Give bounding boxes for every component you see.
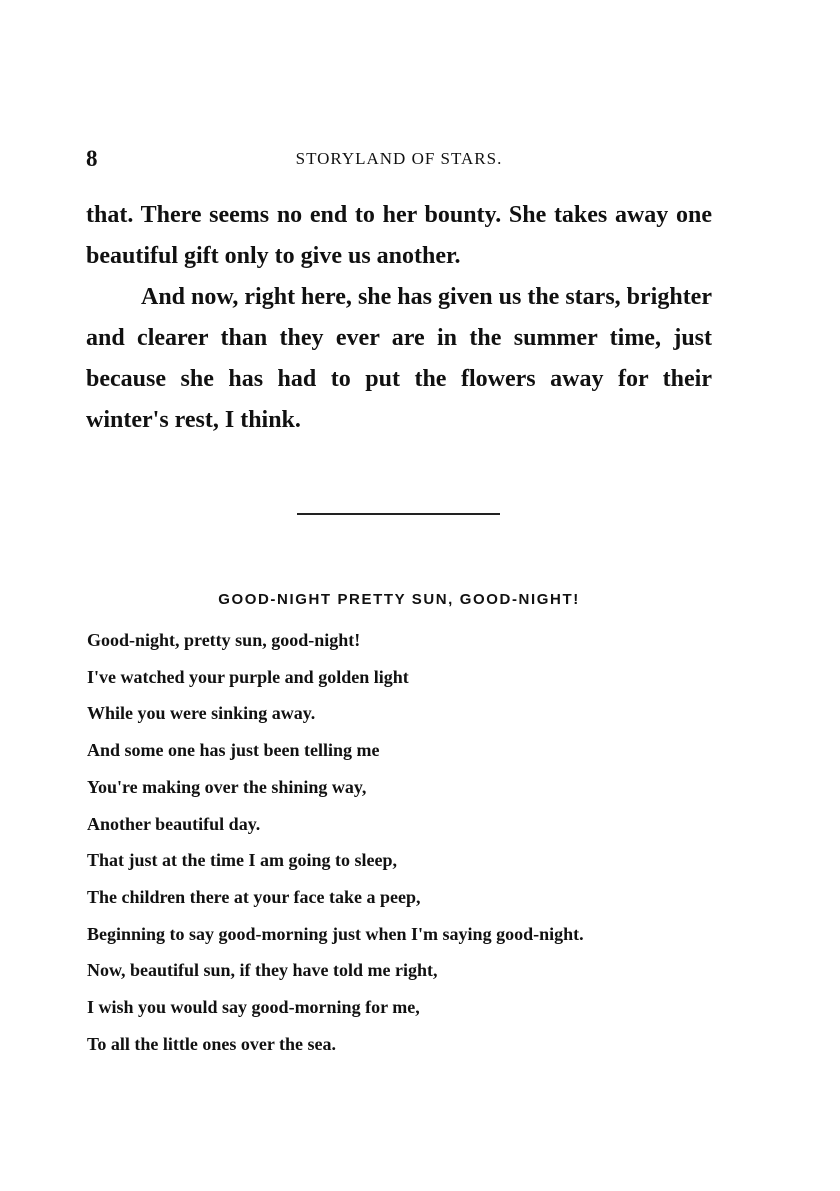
prose-section xyxy=(86,195,712,441)
poem-line: Beginning to say good-morning just when I'm saying good-night. xyxy=(87,923,584,944)
page-number: 8 xyxy=(86,146,98,171)
poem-line: Now, beautiful sun, if they have told me right, xyxy=(87,960,438,981)
poem-title: GOOD-NIGHT PRETTY SUN, GOOD-NIGHT! xyxy=(218,591,580,608)
poem-line: Good-night, pretty sun, good-night! xyxy=(87,630,361,650)
prose-paragraph: that. There seems no end to her bounty. She takes away one beautiful gift only to give us another. xyxy=(86,202,712,269)
poem-line: That just at the time I am going to sleep, xyxy=(87,850,397,871)
prose-paragraph: And now, right here, she has given us the stars, brighter and clearer than they ever are in the summer time, just because she has had to put the flowers away for their winter's rest, I think. xyxy=(86,284,712,433)
poem-body xyxy=(87,622,727,1062)
running-title: STORYLAND OF STARS. xyxy=(295,149,503,168)
poem-line: I've watched your purple and golden light xyxy=(87,666,409,687)
section-divider xyxy=(297,513,500,515)
poem-line: The children there at your face take a peep, xyxy=(87,886,421,907)
poem-line: And some one has just been telling me xyxy=(87,740,380,761)
poem-line: Another beautiful day. xyxy=(87,813,261,834)
poem-line: To all the little ones over the sea. xyxy=(87,1033,336,1054)
poem-line: I wish you would say good-morning for me, xyxy=(87,997,420,1018)
running-head xyxy=(86,146,712,176)
poem-line: You're making over the shining way, xyxy=(87,776,367,797)
poem-line: While you were sinking away. xyxy=(87,703,316,724)
